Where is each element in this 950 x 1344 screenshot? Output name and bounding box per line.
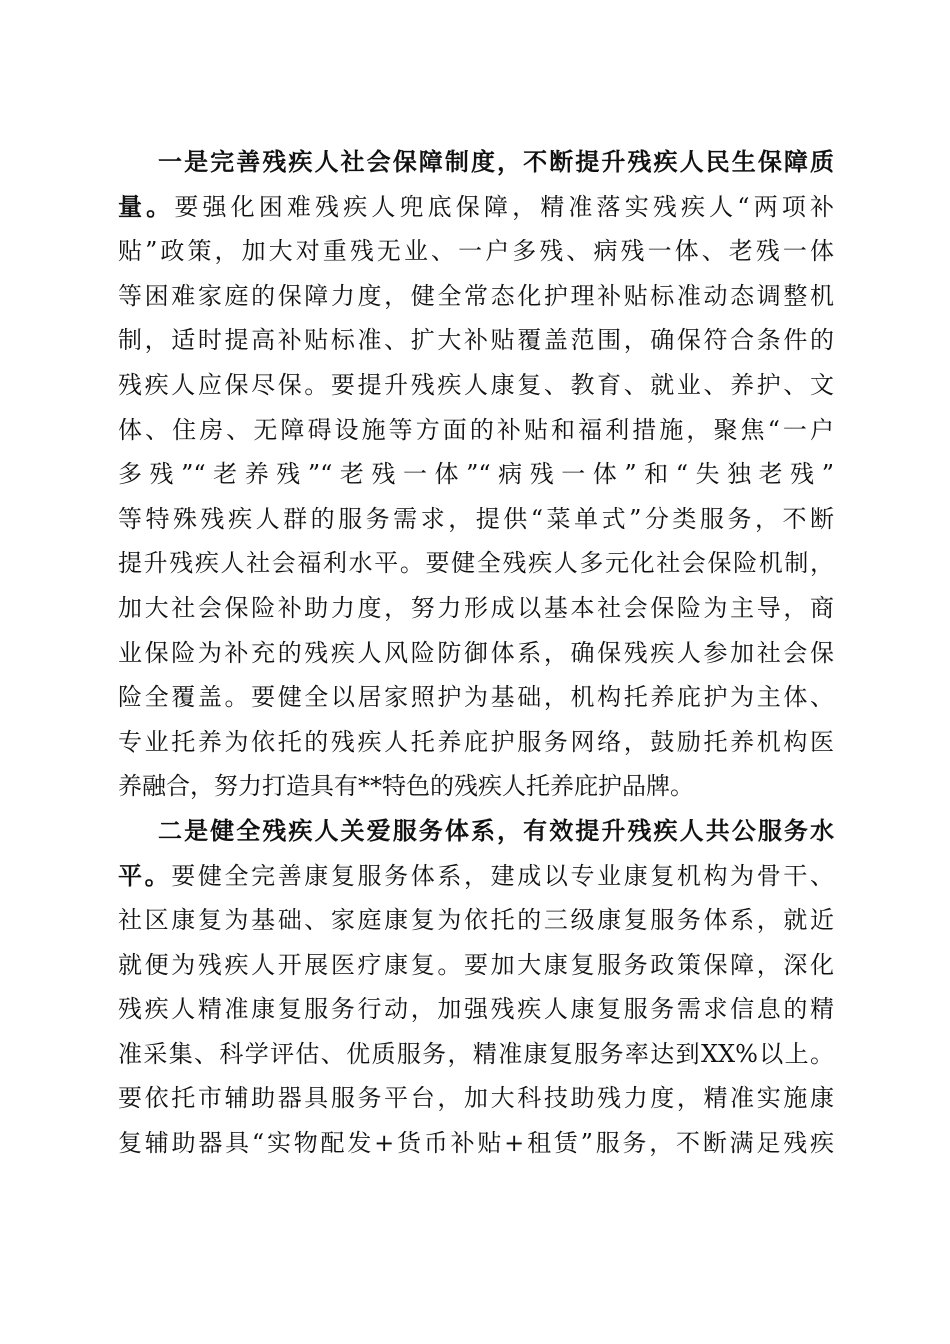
paragraph-2-line-4: 就便为残疾人开展医疗康复。要加大康复服务政策保障，深化 (118, 950, 834, 979)
paragraph-1-line-12: 业保险为补充的残疾人风险防御体系，确保残疾人参加社会保 (118, 638, 834, 667)
paragraph-2-heading-end: 平。 (118, 860, 172, 890)
paragraph-2-line-2: 平。要健全完善康复服务体系，建成以专业康复机构为骨干、 (118, 860, 835, 890)
paragraph-1-line-9: 等特殊残疾人群的服务需求，提供“菜单式”分类服务，不断 (118, 504, 834, 533)
paragraph-1-line-5: 制，适时提高补贴标准、扩大补贴覆盖范围，确保符合条件的 (118, 326, 834, 355)
paragraph-2-line-3: 社区康复为基础、家庭康复为依托的三级康复服务体系，就近 (118, 906, 834, 935)
paragraph-1-line-1 (118, 140, 834, 185)
paragraph-1-line-4: 等困难家庭的保障力度，健全常态化护理补贴标准动态调整机 (118, 281, 834, 310)
paragraph-1-line-6: 残疾人应保尽保。要提升残疾人康复、教育、就业、养护、文 (118, 370, 834, 399)
document-body (118, 140, 834, 1166)
paragraph-1-line-13: 险全覆盖。要健全以居家照护为基础，机构托养庇护为主体、 (118, 683, 834, 712)
paragraph-2-line-1 (118, 809, 834, 854)
paragraph-1-line-8: 多残”“老养残”“老残一体”“病残一体”和“失独老残” (118, 460, 834, 489)
paragraph-1-line-7: 体、住房、无障碍设施等方面的补贴和福利措施，聚焦“一户 (118, 415, 834, 444)
paragraph-2-line-6: 准采集、科学评估、优质服务，精准康复服务率达到XX%以上。 (118, 1039, 834, 1068)
paragraph-1-heading: 一是完善残疾人社会保障制度，不断提升残疾人民生保障质 (158, 147, 834, 176)
paragraph-1-line-3: 贴”政策，加大对重残无业、一户多残、病残一体、老残一体 (118, 237, 834, 266)
paragraph-2-line-5: 残疾人精准康复服务行动，加强残疾人康复服务需求信息的精 (118, 995, 834, 1024)
paragraph-2-heading: 二是健全残疾人关爱服务体系，有效提升残疾人共公服务水 (158, 815, 834, 845)
paragraph-1-line-11: 加大社会保险补助力度，努力形成以基本社会保险为主导，商 (118, 593, 834, 622)
paragraph-1-heading-end: 量。 (118, 191, 175, 221)
paragraph-1-line-2: 量。要强化困难残疾人兜底保障，精准落实残疾人“两项补 (118, 191, 835, 221)
paragraph-2-line-7: 要依托市辅助器具服务平台，加大科技助残力度，精准实施康 (118, 1084, 834, 1113)
paragraph-1-line-15: 养融合，努力打造具有**特色的残疾人托养庇护品牌。 (118, 772, 694, 801)
paragraph-1-line-14: 专业托养为依托的残疾人托养庇护服务网络，鼓励托养机构医 (118, 727, 834, 756)
paragraph-1-line-10: 提升残疾人社会福利水平。要健全残疾人多元化社会保险机制， (118, 549, 834, 578)
paragraph-2-line-8: 复辅助器具“实物配发+货币补贴+租赁”服务，不断满足残疾 (118, 1129, 834, 1158)
